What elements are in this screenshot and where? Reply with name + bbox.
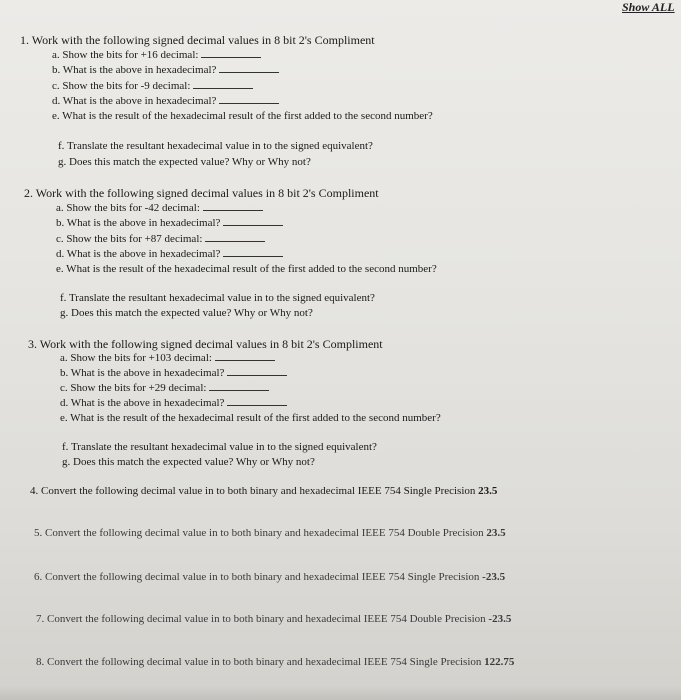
q1-item-e: e. What is the result of the hexadecimal result of the first added to the second number? bbox=[52, 110, 433, 122]
q2-item-d: d. What is the above in hexadecimal? bbox=[56, 247, 283, 261]
q1-item-b: b. What is the above in hexadecimal? bbox=[52, 63, 279, 77]
q3-item-g: g. Does this match the expected value? Why or Why not? bbox=[62, 456, 315, 468]
q1-item-d: d. What is the above in hexadecimal? bbox=[52, 94, 279, 108]
question-6: 6. Convert the following decimal value in to both binary and hexadecimal IEEE 754 Single Precision -23.5 bbox=[34, 571, 506, 583]
q2-item-g: g. Does this match the expected value? Why or Why not? bbox=[60, 307, 313, 319]
q2-item-e: e. What is the result of the hexadecimal result of the first added to the second number? bbox=[56, 263, 437, 275]
question-8: 8. Convert the following decimal value in to both binary and hexadecimal IEEE 754 Single Precision 122.75 bbox=[36, 656, 515, 668]
show-all-link[interactable]: Show ALL bbox=[622, 0, 675, 14]
question-7: 7. Convert the following decimal value in to both binary and hexadecimal IEEE 754 Double Precision -23.5 bbox=[36, 613, 512, 625]
q1-item-c: c. Show the bits for -9 decimal: bbox=[52, 79, 253, 93]
q1-item-g: g. Does this match the expected value? Why or Why not? bbox=[58, 156, 311, 168]
q2-item-a: a. Show the bits for -42 decimal: bbox=[56, 201, 263, 215]
question-2-title: 2. Work with the following signed decimal values in 8 bit 2's Compliment bbox=[24, 186, 379, 200]
q3-item-c: c. Show the bits for +29 decimal: bbox=[60, 381, 269, 395]
q2-item-c: c. Show the bits for +87 decimal: bbox=[56, 232, 265, 246]
q3-item-b: b. What is the above in hexadecimal? bbox=[60, 366, 287, 380]
question-4: 4. Convert the following decimal value in to both binary and hexadecimal IEEE 754 Single Precision 23.5 bbox=[30, 485, 498, 497]
q3-item-f: f. Translate the resultant hexadecimal value in to the signed equivalent? bbox=[62, 441, 377, 453]
q1-item-f: f. Translate the resultant hexadecimal value in to the signed equivalent? bbox=[58, 140, 373, 152]
q3-item-a: a. Show the bits for +103 decimal: bbox=[60, 351, 275, 365]
question-5: 5. Convert the following decimal value in to both binary and hexadecimal IEEE 754 Double Precision 23.5 bbox=[34, 527, 506, 539]
q2-item-f: f. Translate the resultant hexadecimal value in to the signed equivalent? bbox=[60, 292, 375, 304]
question-3-title: 3. Work with the following signed decimal values in 8 bit 2's Compliment bbox=[28, 337, 383, 351]
page-shadow bbox=[0, 686, 681, 700]
q2-item-b: b. What is the above in hexadecimal? bbox=[56, 216, 283, 230]
q3-item-e: e. What is the result of the hexadecimal result of the first added to the second number? bbox=[60, 412, 441, 424]
question-1-title: 1. Work with the following signed decimal values in 8 bit 2's Compliment bbox=[20, 33, 375, 47]
q3-item-d: d. What is the above in hexadecimal? bbox=[60, 396, 287, 410]
q1-item-a: a. Show the bits for +16 decimal: bbox=[52, 48, 261, 62]
